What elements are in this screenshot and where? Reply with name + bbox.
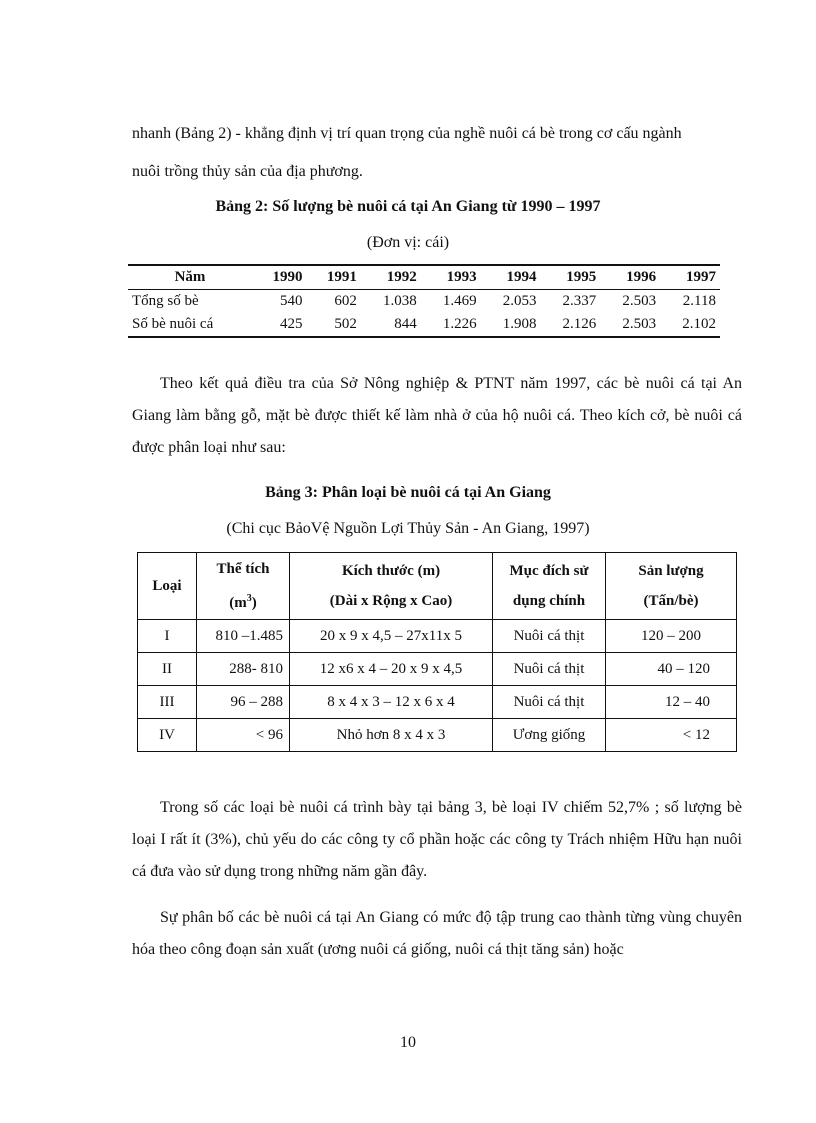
table3-header-row	[138, 553, 737, 620]
table2-header-cell: 1992	[386, 269, 417, 285]
table3-cell: I	[138, 620, 197, 653]
table2-header-cell: 1997	[686, 269, 716, 285]
table2-cell: 2.337	[562, 293, 597, 309]
table2-cell: 1.226	[442, 316, 477, 332]
table3-cell: III	[138, 686, 197, 719]
table2-cell: 602	[334, 293, 357, 309]
page-number: 10	[400, 1034, 416, 1051]
table-row	[138, 653, 737, 686]
paragraph-2: Theo kết quả điều tra của Sở Nông nghiệp & PTNT năm 1997, các bè nuôi cá tại An Giang làm bằng gỗ, mặt bè được thiết kế làm nhà ở của hộ nuôi cá. Theo kích cở, bè nuôi cá được phân loại như sau:	[132, 375, 742, 456]
table2-header-cell: 1991	[326, 269, 357, 285]
intro-line-2: nuôi trồng thủy sản của địa phương.	[132, 163, 363, 180]
table2-cell: 2.102	[682, 316, 716, 332]
table3-header-kich-thuoc: Kích thước (m) (Dài x Rộng x Cao)	[290, 553, 493, 620]
table2-cell: 1.908	[502, 316, 537, 332]
table-row	[128, 290, 720, 314]
table2-cell: 844	[394, 316, 417, 332]
table-row	[138, 719, 737, 752]
table2-cell: 1.469	[442, 293, 477, 309]
table2-unit: (Đơn vị: cái)	[366, 234, 450, 251]
table3-cell: IV	[138, 719, 197, 752]
table2-cell: 425	[279, 316, 303, 332]
table2-header-cell: Năm	[174, 269, 206, 285]
table3-cell: 288- 810	[197, 653, 290, 686]
table3-cell: Nuôi cá thịt	[493, 686, 606, 719]
table-row	[138, 620, 737, 653]
table3-cell: 120 – 200	[606, 620, 737, 653]
table3	[137, 552, 737, 752]
table2-cell: 2.126	[562, 316, 597, 332]
table3-header-the-tich: Thể tích $(m^3)$	[197, 553, 290, 620]
table2-cell: 2.053	[502, 293, 537, 309]
paragraph-3: Trong số các loại bè nuôi cá trình bày tại bảng 3, bè loại IV chiếm 52,7% ; số lượng bè loại I rất ít (3%), chủ yếu do các công ty cổ phần hoặc các công ty Trách nhiệm Hữu hạn nuôi cá đưa vào sử dụng trong những năm gần đây.	[132, 799, 742, 880]
table3-cell: 20 x 9 x 4,5 – 27x11x 5	[290, 620, 493, 653]
table3-cell: II	[138, 653, 197, 686]
table3-cell: Nuôi cá thịt	[493, 620, 606, 653]
table3-cell: < 12	[606, 719, 737, 752]
table3-header-loai: Loại	[138, 553, 197, 620]
table2-cell: 540	[279, 293, 303, 309]
table3-cell: 96 – 288	[197, 686, 290, 719]
table3-source: (Chi cục BảoVệ Nguồn Lợi Thủy Sản - An Giang, 1997)	[226, 520, 590, 537]
table2-header-cell: 1995	[566, 269, 597, 285]
table2-cell: 1.038	[383, 293, 417, 309]
table2-cell: 2.503	[622, 316, 657, 332]
table3-cell: 12 – 40	[606, 686, 737, 719]
table3-cell: < 96	[197, 719, 290, 752]
table2-cell: Số bè nuôi cá	[132, 316, 214, 332]
table2-cell: 2.503	[622, 293, 657, 309]
table2-header-row	[128, 265, 720, 290]
table3-cell: Nuôi cá thịt	[493, 653, 606, 686]
table-row	[138, 686, 737, 719]
table-row	[128, 313, 720, 337]
table2-cell: Tổng số bè	[132, 293, 199, 309]
table2-cell: 502	[334, 316, 357, 332]
paragraph-4: Sự phân bố các bè nuôi cá tại An Giang có mức độ tập trung cao thành từng vùng chuyên hóa theo công đoạn sản xuất (ương nuôi cá giống, nuôi cá thịt tăng sản) hoặc	[132, 909, 742, 958]
table2	[128, 264, 720, 338]
table3-cell: 40 – 120	[606, 653, 737, 686]
table3-header-muc-dich: Mục đích sử dụng chính	[493, 553, 606, 620]
table2-title: Bảng 2: Số lượng bè nuôi cá tại An Giang từ 1990 – 1997	[215, 198, 601, 215]
table3-cell: 12 x6 x 4 – 20 x 9 x 4,5	[290, 653, 493, 686]
table3-header-san-luong: Sản lượng (Tấn/bè)	[606, 553, 737, 620]
table3-cell: Nhỏ hơn 8 x 4 x 3	[290, 719, 493, 752]
table2-header-cell: 1996	[626, 269, 657, 285]
intro-line-1: nhanh (Bảng 2) - khẳng định vị trí quan trọng của nghề nuôi cá bè trong cơ cấu ngành	[132, 125, 682, 142]
table2-header-cell: 1994	[506, 269, 537, 285]
table2-header-cell: 1990	[272, 269, 303, 285]
table3-cell: Ương giống	[493, 719, 606, 752]
table3-cell: 8 x 4 x 3 – 12 x 6 x 4	[290, 686, 493, 719]
table2-cell: 2.118	[682, 293, 716, 309]
table2-header-cell: 1993	[446, 269, 477, 285]
table3-title: Bảng 3: Phân loại bè nuôi cá tại An Giang	[265, 484, 551, 501]
table3-cell: 810 –1.485	[197, 620, 290, 653]
